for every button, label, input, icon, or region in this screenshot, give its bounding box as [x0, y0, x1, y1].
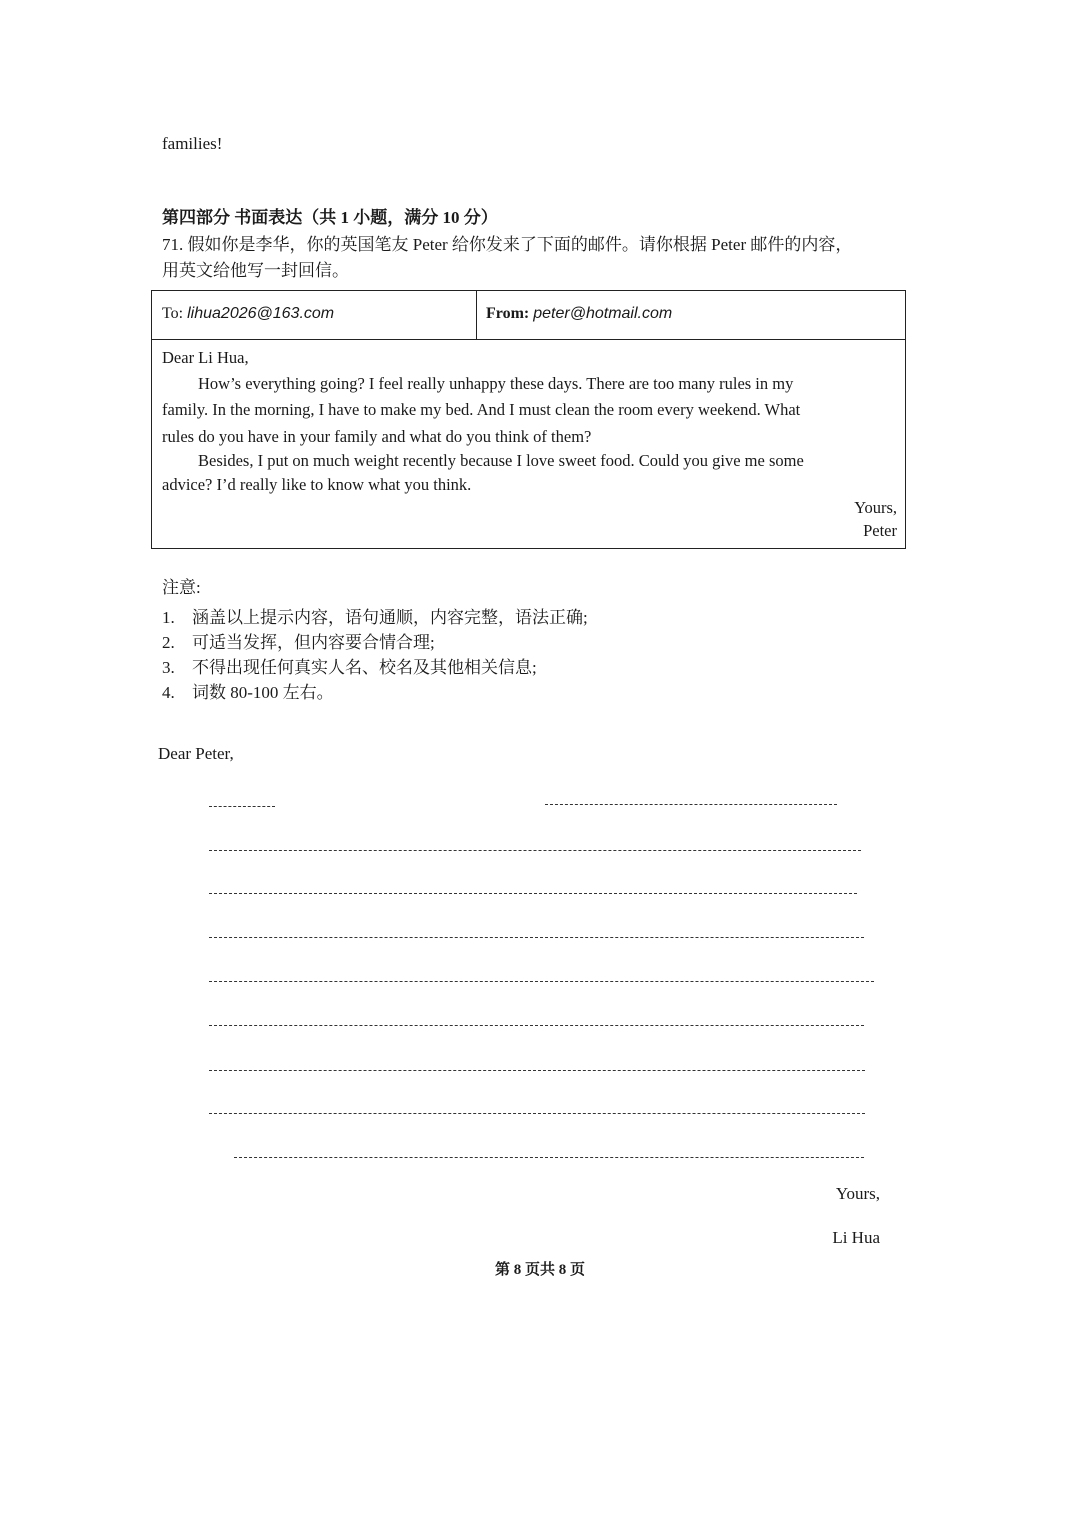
writing-line[interactable] [545, 804, 837, 805]
email-box [151, 290, 906, 549]
email-body-line: advice? I’d really like to know what you think. [162, 475, 472, 494]
writing-line[interactable] [209, 893, 857, 894]
email-signature: Peter [863, 521, 897, 540]
email-to-label: To: [162, 305, 188, 322]
email-body-line: rules do you have in your family and what do you think of them? [162, 427, 592, 446]
note-item [162, 678, 334, 703]
page-number: 第 8 页共 8 页 [494, 1262, 585, 1278]
note-number: 3. [162, 658, 175, 677]
writing-line[interactable] [209, 850, 861, 851]
email-from-label: From: [486, 305, 534, 322]
note-item [162, 628, 435, 653]
question-prompt-line-1: 71. 假如你是李华，你的英国笔友 Peter 给你发来了下面的邮件。请你根据 Peter 邮件的内容， [162, 235, 853, 254]
email-greeting: Dear Li Hua, [162, 348, 249, 367]
note-text: 可适当发挥，但内容要合情合理; [192, 633, 435, 652]
note-item [162, 653, 537, 678]
email-from-address: peter@hotmail.com [533, 305, 673, 322]
note-number: 2. [162, 633, 175, 652]
carry-over-text: families! [162, 134, 223, 153]
reply-greeting: Dear Peter, [158, 744, 234, 763]
writing-line[interactable] [209, 1070, 865, 1071]
email-from-cell [486, 305, 672, 323]
section-heading: 第四部分 书面表达（共 1 小题，满分 10 分） [162, 208, 498, 227]
email-body-line: Besides, I put on much weight recently because I love sweet food. Could you give me some [198, 451, 804, 470]
email-header-divider [476, 291, 477, 339]
email-to-address: lihua2026@163.com [187, 305, 335, 322]
notes-title: 注意: [162, 578, 201, 597]
note-item [162, 603, 588, 628]
reply-signature: Li Hua [832, 1228, 880, 1247]
note-text: 涵盖以上提示内容，语句通顺，内容完整，语法正确; [192, 608, 588, 627]
writing-line[interactable] [209, 981, 874, 982]
writing-line[interactable] [209, 806, 275, 807]
note-text: 不得出现任何真实人名、校名及其他相关信息; [192, 658, 537, 677]
writing-line[interactable] [209, 1025, 864, 1026]
writing-line[interactable] [234, 1157, 864, 1158]
note-number: 1. [162, 608, 175, 627]
writing-line[interactable] [209, 937, 864, 938]
email-header [152, 291, 905, 340]
email-to-cell [162, 305, 334, 323]
reply-closing: Yours, [835, 1184, 880, 1203]
note-number: 4. [162, 683, 175, 702]
email-closing: Yours, [854, 498, 897, 517]
email-body-line: How’s everything going? I feel really unhappy these days. There are too many rules in my [198, 374, 794, 393]
question-prompt-line-2: 用英文给他写一封回信。 [162, 261, 349, 280]
email-body-line: family. In the morning, I have to make my bed. And I must clean the room every weekend. What [162, 400, 801, 419]
note-text: 词数 80-100 左右。 [192, 683, 334, 702]
writing-line[interactable] [209, 1113, 865, 1114]
